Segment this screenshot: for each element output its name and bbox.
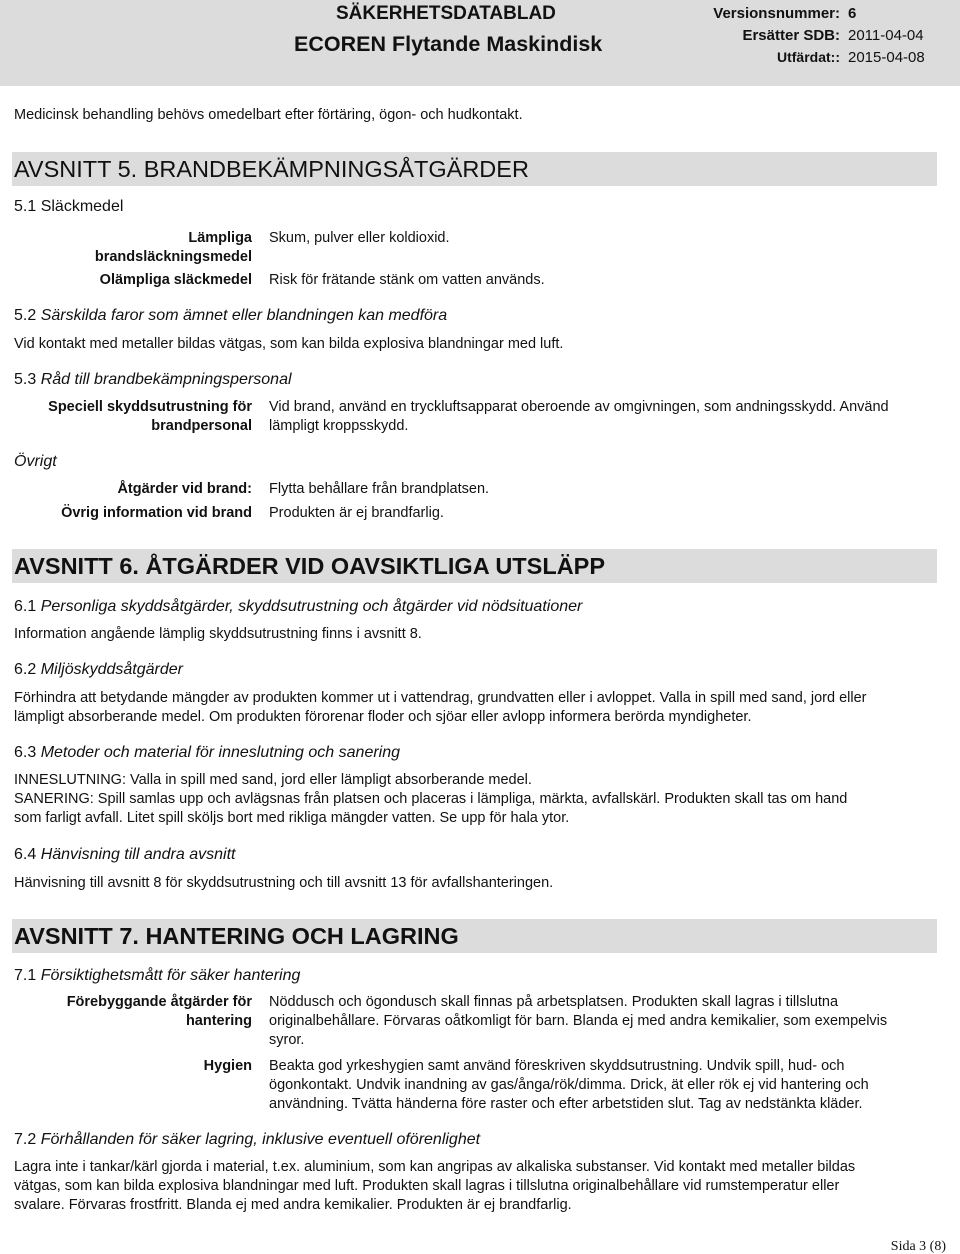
hygiene-label: Hygien xyxy=(203,1058,252,1074)
fire-action-value: Flytta behållare från brandplatsen. xyxy=(269,481,490,497)
subsection-7-2: 7.2 Förhållanden för säker lagring, inklusive eventuell oförenlighet xyxy=(14,1131,481,1148)
subsection-5-2: 5.2 Särskilda faror som ämnet eller blandningen kan medföra xyxy=(14,307,448,324)
subsection-7-1: 7.1 Försiktighetsmått för säker hantering xyxy=(14,967,301,984)
intro-text: Medicinsk behandling behövs omedelbart efter förtäring, ögon- och hudkontakt. xyxy=(14,107,523,123)
other-heading: Övrigt xyxy=(14,453,57,470)
subsection-5-1: 5.1 Släckmedel xyxy=(14,198,124,215)
unsuitable-media-value: Risk för frätande stänk om vatten används. xyxy=(269,272,545,288)
subsection-6-3: 6.3 Metoder och material för inneslutning och sanering xyxy=(14,744,401,761)
s64-text: Hänvisning till avsnitt 8 för skyddsutrustning och till avsnitt 13 för avfallshanteringen. xyxy=(14,875,554,891)
hygiene-value: Beakta god yrkeshygien samt använd föreskriven skyddsutrustning. Undvik spill, hud- och ögonkontakt. Undvik inandning av gas/ånga/rök/dimma. Drick, ät eller rök ej vid hantering och användning. Tvätta händerna före raster och efter arbetstiden slut. Tag av nedstänkta kläder. xyxy=(269,1058,869,1112)
s72-text: Lagra inte i tankar/kärl gjorda i material, t.ex. aluminium, som kan angripas av alkaliska substanser. Vid kontakt med metaller bildas vätgas, som kan bilda explosiva blandningar med luft. Produkten skall lagras i tillslutna originalbehållare vid rumstemperatur eller svalare. Förvaras frostfritt. Blanda ej med andra kemikalier. Produkten är ej brandfarlig. xyxy=(14,1159,856,1213)
section-6-heading: AVSNITT 6. ÅTGÄRDER VID OAVSIKTLIGA UTSLÄPP xyxy=(12,549,937,583)
replaces-value: 2011-04-04 xyxy=(848,27,924,44)
version-label: Versionsnummer: xyxy=(713,5,840,22)
subsection-5-3: 5.3 Råd till brandbekämpningspersonal xyxy=(14,371,292,388)
preventive-measures-value: Nöddusch och ögondusch skall finnas på arbetsplatsen. Produkten skall lagras i tillslutna originalbehållare. Förvaras oåtkomligt för barn. Blanda ej med andra kemikalier, som exempelvis syror. xyxy=(269,994,888,1048)
version-value: 6 xyxy=(848,5,857,22)
other-info-label: Övrig information vid brand xyxy=(61,505,252,521)
fire-action-label: Åtgärder vid brand: xyxy=(117,481,252,497)
suitable-media-value: Skum, pulver eller koldioxid. xyxy=(269,230,450,246)
document-header xyxy=(0,0,960,86)
subsection-6-4: 6.4 Hänvisning till andra avsnitt xyxy=(14,846,236,863)
ppe-label: Speciell skyddsutrustning för brandpersonal xyxy=(48,399,252,434)
other-info-value: Produkten är ej brandfarlig. xyxy=(269,505,444,521)
section-5-heading: AVSNITT 5. BRANDBEKÄMPNINGSÅTGÄRDER xyxy=(12,152,937,186)
preventive-measures-label: Förebyggande åtgärder för hantering xyxy=(66,994,252,1029)
unsuitable-media-label: Olämpliga släckmedel xyxy=(99,272,252,288)
suitable-media-label: Lämpliga brandsläckningsmedel xyxy=(94,230,252,265)
document-title: SÄKERHETSDATABLAD xyxy=(336,3,556,24)
product-name: ECOREN Flytande Maskindisk xyxy=(294,32,603,56)
section-7-heading: AVSNITT 7. HANTERING OCH LAGRING xyxy=(12,919,937,953)
issued-label: Utfärdat:: xyxy=(777,49,840,65)
replaces-label: Ersätter SDB: xyxy=(742,27,840,44)
issued-value: 2015-04-08 xyxy=(848,49,925,66)
subsection-6-2: 6.2 Miljöskyddsåtgärder xyxy=(14,661,183,678)
page-number: Sida 3 (8) xyxy=(890,1239,946,1254)
subsection-6-1: 6.1 Personliga skyddsåtgärder, skyddsutrustning och åtgärder vid nödsituationer xyxy=(14,598,583,615)
s62-text: Förhindra att betydande mängder av produkten kommer ut i vattendrag, grundvatten eller i avloppet. Valla in spill med sand, jord eller lämpligt absorberande medel. Om produkten förorenar floder och sjöar eller avlopp informera berörda myndigheter. xyxy=(14,690,867,725)
s61-text: Information angående lämplig skyddsutrustning finns i avsnitt 8. xyxy=(14,626,422,642)
s63-text: INNESLUTNING: Valla in spill med sand, jord eller lämpligt absorberande medel. SANERING: Spill samlas upp och avlägsnas från platsen och placeras i lämpliga, märkta, avfallskärl. Produkten skall tas om hand som farligt avfall. Litet spill sköljs bort med rikliga mängder vatten. Se upp för hala ytor. xyxy=(14,772,848,826)
ppe-value: Vid brand, använd en tryckluftsapparat oberoende av omgivningen, som andningsskydd. Använd lämpligt kroppsskydd. xyxy=(269,399,889,434)
s52-text: Vid kontakt med metaller bildas vätgas, som kan bilda explosiva blandningar med luft. xyxy=(14,336,564,352)
